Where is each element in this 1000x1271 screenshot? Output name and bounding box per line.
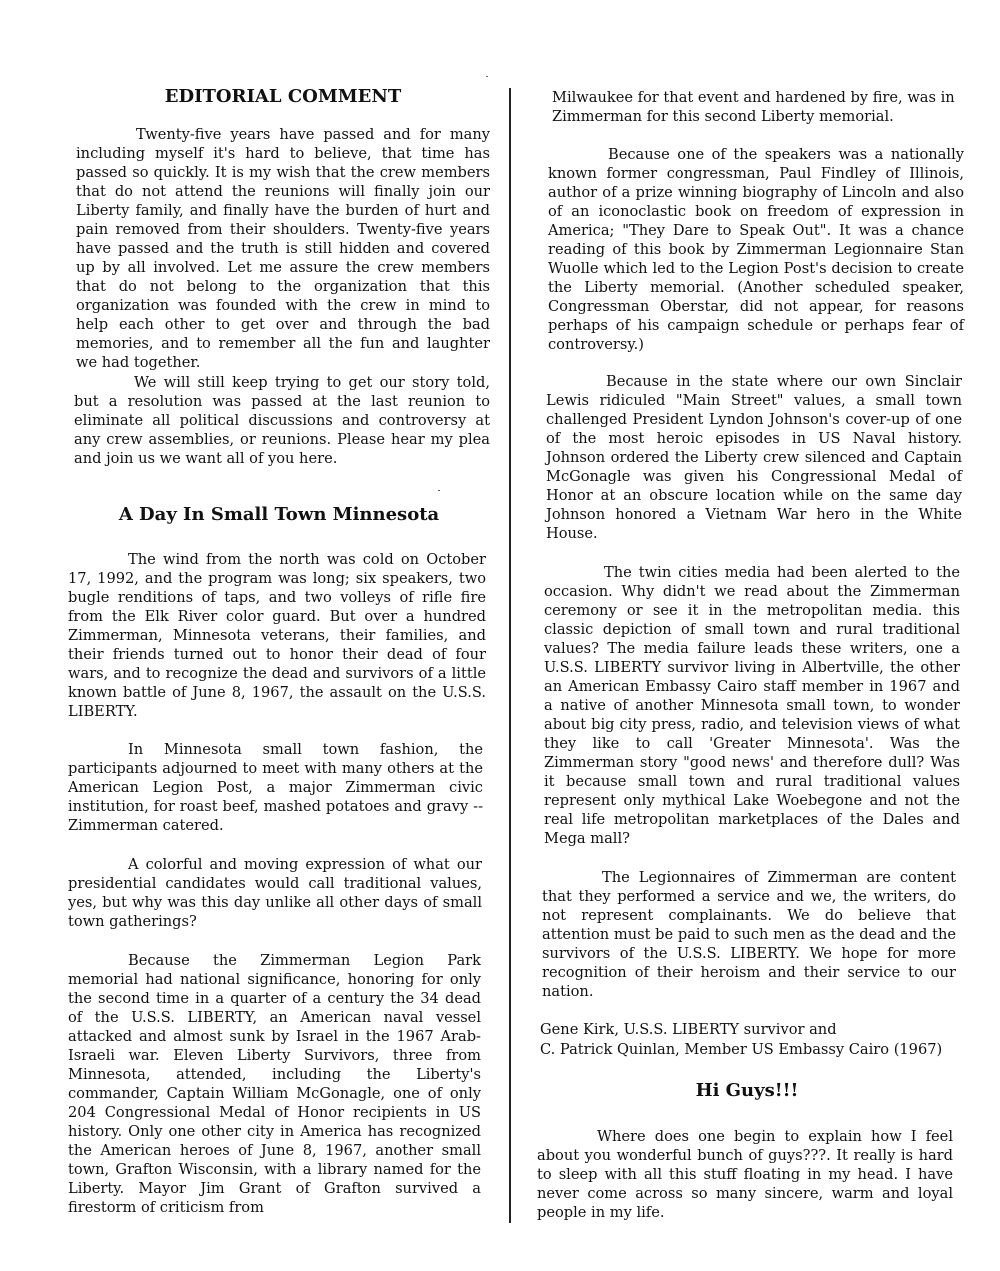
small-town-paragraph-1: The wind from the north was cold on October 17, 1992, and the program was long; six speakers, two bugle renditions of taps, and two volleys of rifle fire from the Elk River color guard. But over a hundred Zimmerman, Minnesota veterans, their families, and their friends turned out to honor their dead of four wars, and to recognize the dead and survivors of a little known battle of June 8, 1967, the assault on the U.S.S. LIBERTY. <box>68 551 486 720</box>
small-town-paragraph-4: Because the Zimmerman Legion Park memorial had national significance, honoring for only the second time in a quarter of a century the 34 dead of the U.S.S. LIBERTY, an American naval vessel attacked and almost sunk by Israel in the 1967 Arab-Israeli war. Eleven Liberty Survivors, three from Minnesota, attended, including the Liberty's commander, Captain William McGonagle, one of only 204 Congressional Medal of Honor recipients in US history. Only one other city in America has recognized the American heroes of June 8, 1967, another small town, Grafton Wisconsin, with a library named for the Liberty. Mayor Jim Grant of Grafton survived a firestorm of criticism from <box>68 952 481 1216</box>
small-town-continued-3: Because in the state where our own Sinclair Lewis ridiculed "Main Street" values, a small town challenged President Lyndon Johnson's cover-up of one of the most heroic episodes in US Naval history. Johnson ordered the Liberty crew silenced and Captain McGonagle was given his Congressional Medal of Honor at an obscure location while on the same day Johnson honored a Vietnam War hero in the White House. <box>546 373 962 542</box>
signature-line-1: Gene Kirk, U.S.S. LIBERTY survivor and <box>540 1021 837 1038</box>
signature-line-2: C. Patrick Quinlan, Member US Embassy Cairo (1967) <box>540 1041 943 1058</box>
column-divider <box>509 88 511 1223</box>
stray-mark <box>486 76 488 77</box>
small-town-continued-1: Milwaukee for that event and hardened by fire, was in Zimmerman for this second Liberty memorial. <box>552 89 955 125</box>
small-town-continued-5: The Legionnaires of Zimmerman are content that they performed a service and we, the writers, do not represent complainants. We do believe that attention must be paid to such men as the dead and the survivors of the U.S.S. LIBERTY. We hope for more recognition of their heroism and their service to our nation. <box>542 869 956 1000</box>
small-town-title: A Day In Small Town Minnesota <box>118 504 440 525</box>
small-town-paragraph-2: In Minnesota small town fashion, the participants adjourned to meet with many others at the American Legion Post, a major Zimmerman civic institution, for roast beef, mashed potatoes and gravy -- Zimmerman catered. <box>68 741 483 834</box>
hi-guys-title: Hi Guys!!! <box>695 1080 799 1101</box>
editorial-paragraph-2: We will still keep trying to get our story told, but a resolution was passed at the last reunion to eliminate all political discussions and controversy at any crew assemblies, or reunions. Please hear my plea and join us we want all of you here. <box>74 374 490 467</box>
small-town-continued-4: The twin cities media had been alerted to the occasion. Why didn't we read about the Zimmerman ceremony or see it in the metropolitan media. this classic depiction of small town and rural traditional values? The media failure leads these writers, one a U.S.S. LIBERTY survivor living in Albertville, the other an American Embassy Cairo staff member in 1967 and a native of another Minnesota small town, to wonder about big city press, radio, and television views of what they like to call 'Greater Minnesota'. Was the Zimmerman story "good news' and therefore dull? Was it because small town and rural traditional values represent only mythical Lake Woebegone and not the real life metropolitan marketplaces of the Dales and Mega mall? <box>544 564 960 847</box>
stray-mark <box>438 490 440 491</box>
hi-guys-paragraph-1: Where does one begin to explain how I feel about you wonderful bunch of guys???. It really is hard to sleep with all this stuff floating in my head. I have never come across so many sincere, warm and loyal people in my life. <box>537 1128 953 1221</box>
small-town-paragraph-3: A colorful and moving expression of what our presidential candidates would call traditional values, yes, but why was this day unlike all other days of small town gatherings? <box>68 856 482 930</box>
editorial-paragraph-1: Twenty-five years have passed and for many including myself it's hard to believe, that time has passed so quickly. It is my wish that the crew members that do not attend the reunions will finally join our Liberty family, and finally have the burden of hurt and pain removed from their shoulders. Twenty-five years have passed and the truth is still hidden and covered up by all involved. Let me assure the crew members that do not belong to the organization that this organization was founded with the crew in mind to help each other to get over and through the bad memories, and to remember all the fun and laughter we had together. <box>76 126 490 371</box>
editorial-title: EDITORIAL COMMENT <box>164 86 402 107</box>
small-town-continued-2: Because one of the speakers was a nationally known former congressman, Paul Findley of Illinois, author of a prize winning biography of Lincoln and also of an iconoclastic book on freedom of expression in America; "They Dare to Speak Out". It was a chance reading of this book by Zimmerman Legionnaire Stan Wuolle which led to the Legion Post's decision to create the Liberty memorial. (Another scheduled speaker, Congressman Oberstar, did not appear, for reasons perhaps of his campaign schedule or perhaps fear of controversy.) <box>548 146 964 353</box>
